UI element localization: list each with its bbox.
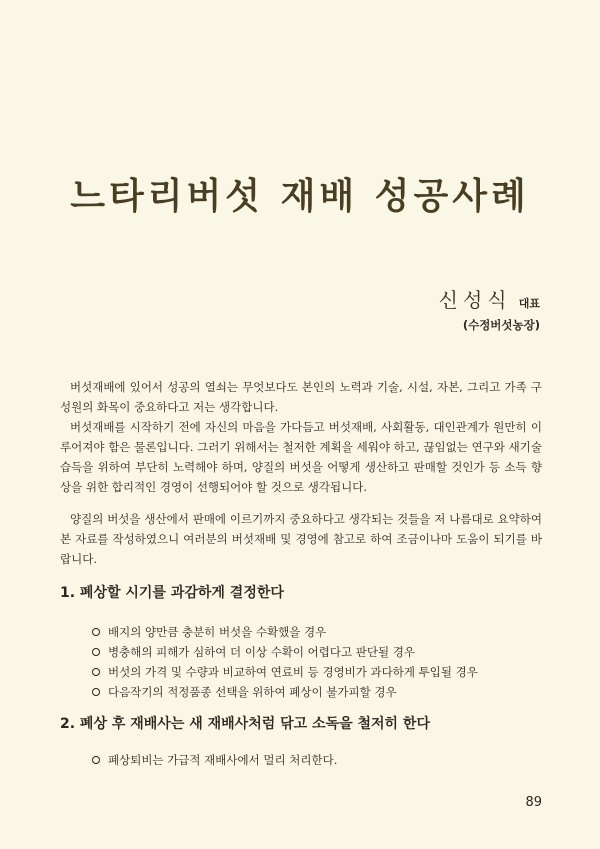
section-heading: 1. 폐상할 시기를 과감하게 결정한다 — [60, 585, 284, 601]
circle-bullet-icon — [92, 688, 100, 696]
document-title: 느타리버섯 재배 성공사례 — [70, 176, 530, 217]
list-item: 폐상퇴비는 가급적 재배사에서 멀리 처리한다. — [92, 750, 337, 770]
bullet-list — [92, 750, 337, 770]
circle-bullet-icon — [92, 648, 100, 656]
list-item: 병충해의 피해가 심하여 더 이상 수확이 어렵다고 판단될 경우 — [92, 642, 478, 662]
section-heading: 2. 폐상 후 재배사는 새 재배사처럼 닦고 소독을 철저히 한다 — [60, 716, 430, 732]
paragraph-text: 버섯재배에 있어서 성공의 열쇠는 무엇보다도 본인의 노력과 기술, 시설, 자본, 그리고 가족 구성원의 화목이 중요하다고 저는 생각합니다. — [60, 380, 542, 414]
paragraph-text: 양질의 버섯을 생산에서 판매에 이르기까지 중요하다고 생각되는 것들을 저 나름대로 요약하여 본 자료를 작성하였으니 여러분의 버섯재배 및 경영에 참고로 하여 조금이나마 도움이 되기를 바랍니다. — [60, 512, 542, 566]
summary-paragraph — [60, 509, 542, 569]
author-block — [439, 284, 540, 333]
author-organization: (수정버섯농장) — [462, 318, 540, 332]
circle-bullet-icon — [92, 668, 100, 676]
list-item: 배지의 양만큼 충분히 버섯을 수확했을 경우 — [92, 622, 478, 642]
intro-paragraph — [60, 377, 542, 497]
circle-bullet-icon — [92, 628, 100, 636]
page-number: 89 — [525, 795, 542, 810]
circle-bullet-icon — [92, 756, 100, 764]
author-role: 대표 — [518, 297, 540, 310]
author-name: 신성식 — [438, 288, 512, 312]
list-item: 버섯의 가격 및 수량과 비교하여 연료비 등 경영비가 과다하게 투입될 경우 — [92, 662, 478, 682]
paragraph-text: 버섯재배를 시작하기 전에 자신의 마음을 가다듬고 버섯재배, 사회활동, 대인관계가 원만히 이루어져야 함은 물론입니다. 그러기 위해서는 철저한 계획을 세워야 하고, 끊임없는 연구와 새기술 습득을 위하여 부단히 노력해야 하며, 양질의 버섯을 어떻게 생산하고 판매할 것인가 등 소득 향상을 위한 합리적인 경영이 선행되어야 할 것으로 생각됩니다. — [60, 420, 542, 494]
bullet-list — [92, 622, 478, 702]
list-item: 다음작기의 적정품종 선택을 위하여 폐상이 불가피할 경우 — [92, 682, 478, 702]
